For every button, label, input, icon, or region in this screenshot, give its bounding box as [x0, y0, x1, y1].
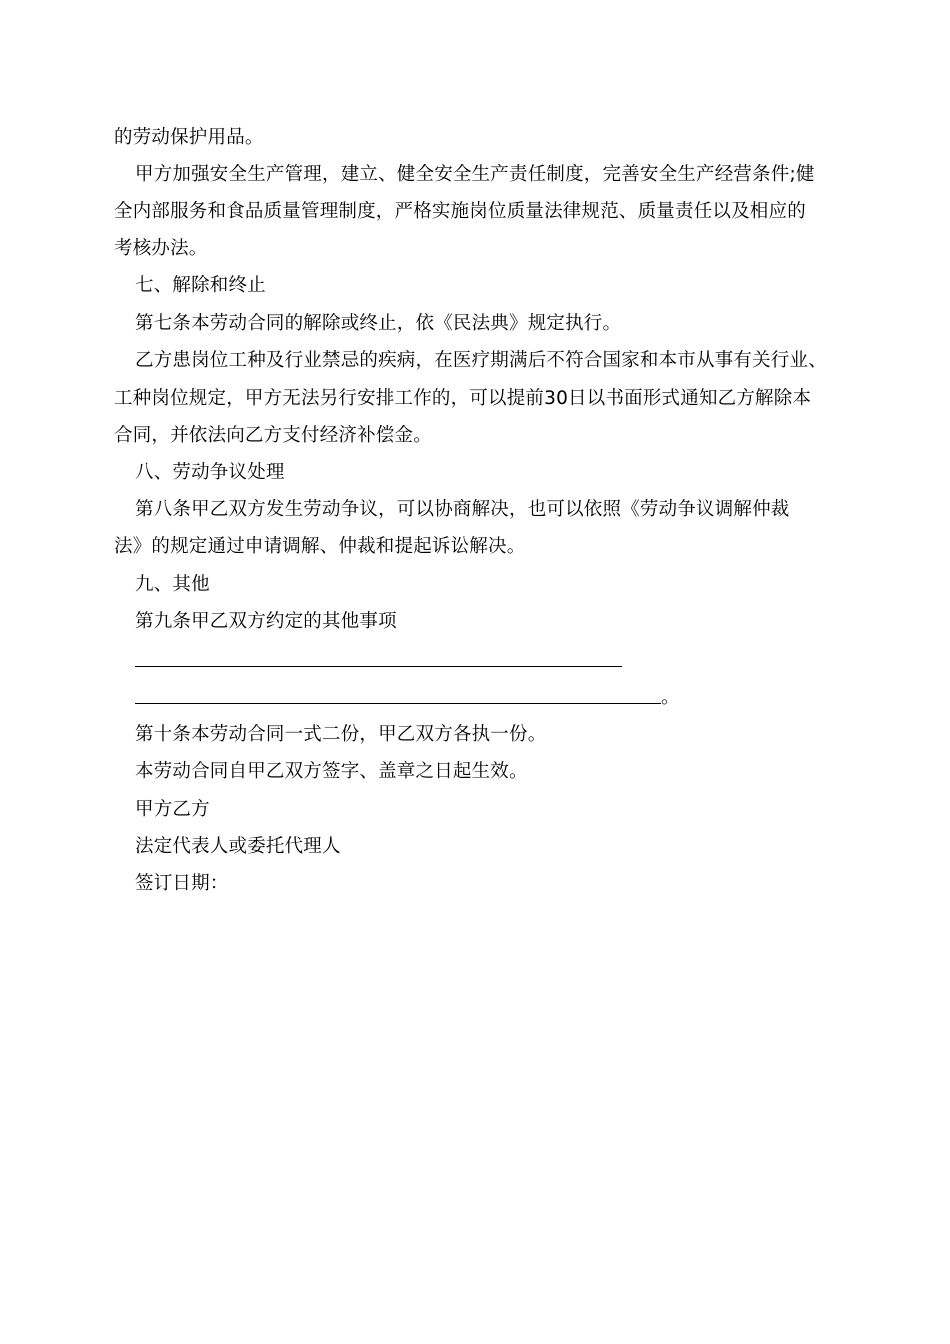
- section-heading: 七、解除和终止: [135, 275, 266, 296]
- paragraph-line: 第十条本劳动合同一式二份，甲乙双方各执一份。: [135, 724, 547, 745]
- section-heading: 九、其他: [135, 574, 210, 595]
- paragraph-line: 第七条本劳动合同的解除或终止，依《民法典》规定执行。: [135, 313, 622, 334]
- signature-date-label: 签订日期：: [135, 873, 229, 894]
- paragraph-line: 法》的规定通过申请调解、仲裁和提起诉讼解决。: [114, 536, 526, 557]
- blank-fill-line: [135, 666, 622, 667]
- paragraph-line: 第九条甲乙双方约定的其他事项: [135, 611, 397, 632]
- signature-party-label: 甲方乙方: [135, 799, 210, 820]
- paragraph-line: 合同，并依法向乙方支付经济补偿金。: [114, 425, 432, 446]
- paragraph-line: 第八条甲乙双方发生劳动争议，可以协商解决，也可以依照《劳动争议调解仲裁: [135, 499, 790, 520]
- paragraph-line: 的劳动保护用品。: [114, 127, 264, 148]
- paragraph-line: 全内部服务和食品质量管理制度，严格实施岗位质量法律规范、质量责任以及相应的: [114, 201, 806, 222]
- paragraph-line: 考核办法。: [114, 238, 208, 259]
- signature-representative-label: 法定代表人或委托代理人: [135, 836, 341, 857]
- paragraph-line: 甲方加强安全生产管理，建立、健全安全生产责任制度，完善安全生产经营条件;健: [135, 164, 815, 185]
- paragraph-line: 工种岗位规定，甲方无法另行安排工作的，可以提前30日以书面形式通知乙方解除本: [114, 388, 812, 409]
- blank-end-mark: 。: [661, 687, 680, 708]
- blank-fill-line: [135, 703, 661, 704]
- paragraph-line: 本劳动合同自甲乙双方签字、盖章之日起生效。: [135, 761, 528, 782]
- section-heading: 八、劳动争议处理: [135, 462, 285, 483]
- paragraph-line: 乙方患岗位工种及行业禁忌的疾病，在医疗期满后不符合国家和本市从事有关行业、: [135, 350, 827, 371]
